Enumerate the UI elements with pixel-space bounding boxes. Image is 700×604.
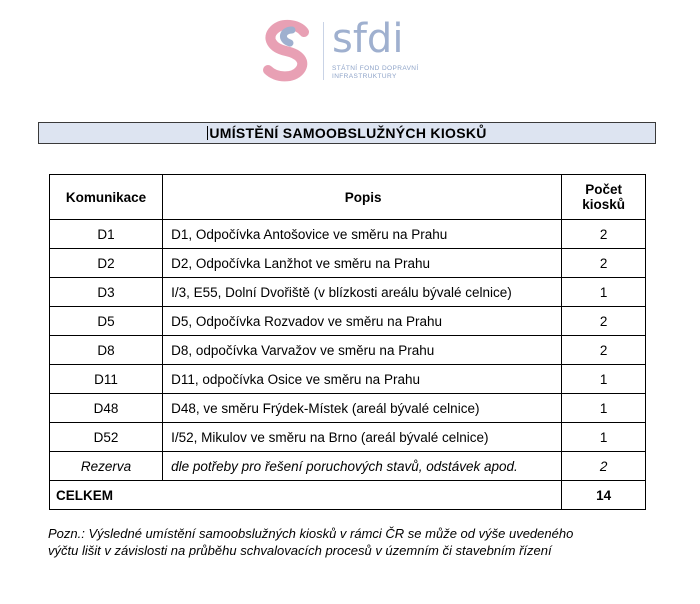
table-row-rezerva [50,452,646,481]
logo-subtitle-line1: STÁTNÍ FOND DOPRAVNÍ [332,65,419,72]
header-komunikace: Komunikace [50,175,163,220]
sfdi-s-icon [260,18,320,82]
total-value: 14 [562,481,646,510]
cell-pocet: 2 [562,336,646,365]
sfdi-logo [260,18,460,88]
cell-komunikace: D5 [50,307,163,336]
cell-popis: dle potřeby pro řešení poruchových stavů, odstávek apod. [163,452,562,481]
cell-komunikace: D52 [50,423,163,452]
logo-name: sfdi [332,16,404,62]
cell-komunikace: D8 [50,336,163,365]
header-popis: Popis [163,175,562,220]
table-row [50,365,646,394]
table-row [50,307,646,336]
cell-pocet: 1 [562,423,646,452]
document-title [38,122,656,144]
header-pocet [562,175,646,220]
logo-divider [323,22,324,80]
cell-komunikace: D11 [50,365,163,394]
table-header-row [50,175,646,220]
kiosk-table [49,174,646,510]
cell-pocet: 1 [562,365,646,394]
logo-subtitle [332,65,419,81]
cell-pocet: 1 [562,394,646,423]
table-row [50,336,646,365]
cell-popis: I/3, E55, Dolní Dvořiště (v blízkosti areálu bývalé celnice) [163,278,562,307]
cell-popis: D11, odpočívka Osice ve směru na Prahu [163,365,562,394]
cell-pocet: 2 [562,307,646,336]
table-row [50,423,646,452]
table-row [50,220,646,249]
cell-popis: D1, Odpočívka Antošovice ve směru na Prahu [163,220,562,249]
cell-popis: D8, odpočívka Varvažov ve směru na Prahu [163,336,562,365]
footnote-line2: výčtu lišit v závislosti na průběhu schvalovacích procesů v územním či stavebním řízení [48,543,552,558]
table-row [50,278,646,307]
table-total-row [50,481,646,510]
cell-pocet: 2 [562,452,646,481]
cell-komunikace: D3 [50,278,163,307]
cell-pocet: 1 [562,278,646,307]
cell-komunikace: Rezerva [50,452,163,481]
footnote-line1: Pozn.: Výsledné umístění samoobslužných kiosků v rámci ČR se může od výše uvedeného [48,526,574,541]
cell-pocet: 2 [562,249,646,278]
cell-popis: D2, Odpočívka Lanžhot ve směru na Prahu [163,249,562,278]
cell-komunikace: D1 [50,220,163,249]
logo-subtitle-line2: INFRASTRUKTURY [332,73,397,80]
document-title-text: UMÍSTĚNÍ SAMOOBSLUŽNÝCH KIOSKŮ [209,125,487,141]
header-pocet-line2: kiosků [582,197,625,212]
cell-popis: I/52, Mikulov ve směru na Brno (areál bývalé celnice) [163,423,562,452]
cell-popis: D48, ve směru Frýdek-Místek (areál bývalé celnice) [163,394,562,423]
cell-komunikace: D2 [50,249,163,278]
table-row [50,249,646,278]
cell-komunikace: D48 [50,394,163,423]
table-row [50,394,646,423]
header-pocet-line1: Počet [585,182,622,197]
total-label: CELKEM [50,481,562,510]
cell-pocet: 2 [562,220,646,249]
footnote [48,525,658,559]
cell-popis: D5, Odpočívka Rozvadov ve směru na Prahu [163,307,562,336]
